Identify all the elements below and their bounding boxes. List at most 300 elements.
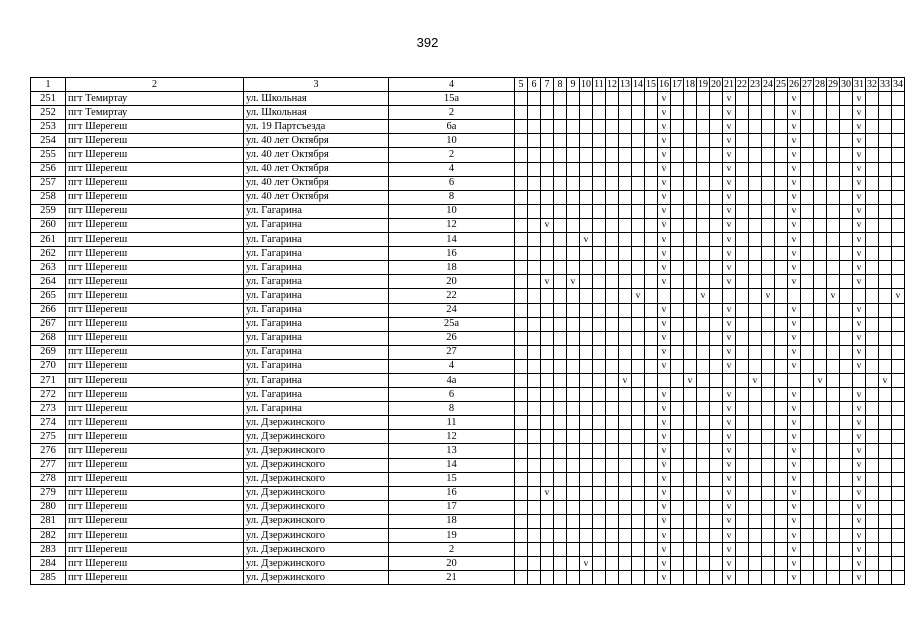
column-header: 8 [554, 78, 567, 92]
empty-cell [567, 486, 580, 500]
empty-cell [645, 303, 658, 317]
empty-cell [645, 472, 658, 486]
empty-cell [554, 233, 567, 247]
empty-cell [528, 303, 541, 317]
empty-cell [632, 444, 645, 458]
empty-cell [840, 190, 853, 204]
empty-cell [554, 162, 567, 176]
empty-cell [762, 486, 775, 500]
empty-cell [671, 514, 684, 528]
house-cell: 12 [389, 218, 515, 232]
empty-cell [619, 134, 632, 148]
empty-cell [567, 303, 580, 317]
settlement-cell: пгт Шерегеш [66, 402, 244, 416]
empty-cell [879, 514, 892, 528]
check-mark: v [723, 416, 736, 430]
empty-cell [606, 345, 619, 359]
row-number: 283 [31, 543, 66, 557]
empty-cell [619, 247, 632, 261]
check-mark: v [788, 416, 801, 430]
settlement-cell: пгт Темиртау [66, 92, 244, 106]
empty-cell [567, 120, 580, 134]
empty-cell [528, 500, 541, 514]
empty-cell [814, 190, 827, 204]
empty-cell [580, 275, 593, 289]
check-mark: v [788, 430, 801, 444]
empty-cell [749, 275, 762, 289]
empty-cell [567, 359, 580, 373]
empty-cell [554, 345, 567, 359]
empty-cell [710, 458, 723, 472]
empty-cell [580, 148, 593, 162]
empty-cell [697, 120, 710, 134]
empty-cell [671, 106, 684, 120]
empty-cell [541, 317, 554, 331]
empty-cell [827, 529, 840, 543]
empty-cell [671, 303, 684, 317]
empty-cell [827, 500, 840, 514]
empty-cell [762, 500, 775, 514]
empty-cell [736, 317, 749, 331]
empty-cell [619, 458, 632, 472]
empty-cell [619, 106, 632, 120]
empty-cell [645, 388, 658, 402]
empty-cell [879, 261, 892, 275]
empty-cell [814, 557, 827, 571]
empty-cell [827, 106, 840, 120]
house-cell: 19 [389, 529, 515, 543]
empty-cell [710, 275, 723, 289]
empty-cell [619, 92, 632, 106]
empty-cell [775, 416, 788, 430]
empty-cell [866, 458, 879, 472]
empty-cell [775, 275, 788, 289]
empty-cell [619, 303, 632, 317]
empty-cell [775, 402, 788, 416]
empty-cell [528, 402, 541, 416]
empty-cell [801, 134, 814, 148]
check-mark: v [853, 148, 866, 162]
empty-cell [892, 190, 905, 204]
empty-cell [840, 444, 853, 458]
check-mark: v [723, 402, 736, 416]
empty-cell [866, 430, 879, 444]
check-mark: v [853, 190, 866, 204]
empty-cell [684, 416, 697, 430]
empty-cell [892, 317, 905, 331]
empty-cell [762, 571, 775, 585]
empty-cell [606, 317, 619, 331]
empty-cell [619, 529, 632, 543]
table-row [31, 416, 905, 430]
check-mark: v [853, 261, 866, 275]
empty-cell [879, 359, 892, 373]
empty-cell [697, 430, 710, 444]
empty-cell [515, 275, 528, 289]
empty-cell [749, 261, 762, 275]
empty-cell [684, 120, 697, 134]
empty-cell [866, 106, 879, 120]
empty-cell [866, 162, 879, 176]
empty-cell [892, 92, 905, 106]
empty-cell [632, 92, 645, 106]
empty-cell [580, 218, 593, 232]
row-number: 259 [31, 204, 66, 218]
empty-cell [554, 106, 567, 120]
empty-cell [567, 500, 580, 514]
empty-cell [736, 176, 749, 190]
empty-cell [879, 176, 892, 190]
empty-cell [710, 373, 723, 387]
street-cell: ул. Дзержинского [244, 514, 389, 528]
empty-cell [879, 247, 892, 261]
empty-cell [528, 416, 541, 430]
empty-cell [541, 176, 554, 190]
empty-cell [515, 402, 528, 416]
empty-cell [840, 402, 853, 416]
house-cell: 16 [389, 247, 515, 261]
empty-cell [580, 500, 593, 514]
empty-cell [892, 402, 905, 416]
empty-cell [528, 557, 541, 571]
empty-cell [632, 176, 645, 190]
house-cell: 8 [389, 402, 515, 416]
empty-cell [645, 331, 658, 345]
house-cell: 24 [389, 303, 515, 317]
empty-cell [567, 472, 580, 486]
empty-cell [606, 275, 619, 289]
empty-cell [736, 92, 749, 106]
empty-cell [697, 218, 710, 232]
empty-cell [593, 444, 606, 458]
empty-cell [632, 106, 645, 120]
empty-cell [554, 514, 567, 528]
column-header: 34 [892, 78, 905, 92]
check-mark: v [879, 373, 892, 387]
check-mark: v [853, 176, 866, 190]
column-header: 2 [66, 78, 244, 92]
street-cell: ул. 40 лет Октября [244, 190, 389, 204]
check-mark: v [658, 233, 671, 247]
empty-cell [606, 162, 619, 176]
empty-cell [762, 529, 775, 543]
empty-cell [827, 430, 840, 444]
empty-cell [840, 486, 853, 500]
empty-cell [632, 120, 645, 134]
empty-cell [554, 444, 567, 458]
empty-cell [710, 303, 723, 317]
street-cell: ул. Гагарина [244, 289, 389, 303]
empty-cell [515, 529, 528, 543]
check-mark: v [853, 120, 866, 134]
settlement-cell: пгт Шерегеш [66, 388, 244, 402]
empty-cell [658, 289, 671, 303]
empty-cell [684, 557, 697, 571]
empty-cell [762, 92, 775, 106]
empty-cell [749, 190, 762, 204]
empty-cell [619, 190, 632, 204]
settlement-cell: пгт Шерегеш [66, 331, 244, 345]
empty-cell [775, 345, 788, 359]
empty-cell [684, 359, 697, 373]
check-mark: v [853, 402, 866, 416]
check-mark: v [658, 317, 671, 331]
empty-cell [554, 148, 567, 162]
empty-cell [866, 571, 879, 585]
empty-cell [554, 430, 567, 444]
empty-cell [515, 190, 528, 204]
empty-cell [684, 317, 697, 331]
empty-cell [515, 486, 528, 500]
empty-cell [632, 359, 645, 373]
empty-cell [801, 275, 814, 289]
empty-cell [814, 444, 827, 458]
row-number: 284 [31, 557, 66, 571]
empty-cell [528, 571, 541, 585]
empty-cell [814, 345, 827, 359]
column-header: 21 [723, 78, 736, 92]
check-mark: v [658, 359, 671, 373]
empty-cell [554, 303, 567, 317]
empty-cell [814, 120, 827, 134]
empty-cell [554, 416, 567, 430]
empty-cell [697, 176, 710, 190]
house-cell: 2 [389, 543, 515, 557]
empty-cell [879, 303, 892, 317]
empty-cell [827, 247, 840, 261]
empty-cell [554, 402, 567, 416]
check-mark: v [684, 373, 697, 387]
empty-cell [801, 571, 814, 585]
empty-cell [671, 359, 684, 373]
empty-cell [710, 162, 723, 176]
check-mark: v [853, 345, 866, 359]
check-mark: v [788, 402, 801, 416]
check-mark: v [658, 204, 671, 218]
empty-cell [580, 247, 593, 261]
check-mark: v [541, 275, 554, 289]
empty-cell [827, 204, 840, 218]
empty-cell [645, 402, 658, 416]
row-number: 263 [31, 261, 66, 275]
empty-cell [840, 543, 853, 557]
empty-cell [775, 233, 788, 247]
empty-cell [606, 388, 619, 402]
empty-cell [827, 261, 840, 275]
empty-cell [528, 289, 541, 303]
check-mark: v [658, 402, 671, 416]
check-mark: v [788, 134, 801, 148]
table-row [31, 529, 905, 543]
empty-cell [814, 275, 827, 289]
empty-cell [541, 373, 554, 387]
empty-cell [593, 92, 606, 106]
empty-cell [645, 289, 658, 303]
empty-cell [541, 444, 554, 458]
empty-cell [866, 247, 879, 261]
empty-cell [541, 289, 554, 303]
empty-cell [645, 514, 658, 528]
empty-cell [645, 233, 658, 247]
empty-cell [567, 543, 580, 557]
empty-cell [736, 571, 749, 585]
empty-cell [528, 233, 541, 247]
table-row [31, 204, 905, 218]
empty-cell [749, 162, 762, 176]
empty-cell [684, 134, 697, 148]
empty-cell [827, 416, 840, 430]
check-mark: v [723, 303, 736, 317]
empty-cell [775, 571, 788, 585]
empty-cell [671, 134, 684, 148]
house-cell: 16 [389, 486, 515, 500]
check-mark: v [567, 275, 580, 289]
empty-cell [814, 571, 827, 585]
check-mark: v [658, 218, 671, 232]
empty-cell [593, 190, 606, 204]
empty-cell [567, 458, 580, 472]
empty-cell [567, 134, 580, 148]
empty-cell [840, 514, 853, 528]
empty-cell [684, 458, 697, 472]
check-mark: v [723, 345, 736, 359]
empty-cell [853, 289, 866, 303]
check-mark: v [853, 92, 866, 106]
check-mark: v [853, 388, 866, 402]
check-mark: v [853, 317, 866, 331]
empty-cell [593, 317, 606, 331]
empty-cell [606, 416, 619, 430]
empty-cell [775, 120, 788, 134]
empty-cell [606, 233, 619, 247]
empty-cell [710, 388, 723, 402]
empty-cell [736, 543, 749, 557]
empty-cell [567, 388, 580, 402]
check-mark: v [723, 247, 736, 261]
empty-cell [632, 275, 645, 289]
empty-cell [801, 162, 814, 176]
empty-cell [840, 317, 853, 331]
table-row [31, 218, 905, 232]
empty-cell [736, 458, 749, 472]
check-mark: v [788, 557, 801, 571]
check-mark: v [658, 275, 671, 289]
empty-cell [710, 120, 723, 134]
column-header: 3 [244, 78, 389, 92]
empty-cell [528, 190, 541, 204]
check-mark: v [723, 571, 736, 585]
empty-cell [567, 444, 580, 458]
empty-cell [775, 190, 788, 204]
empty-cell [528, 458, 541, 472]
street-cell: ул. 40 лет Октября [244, 134, 389, 148]
empty-cell [515, 514, 528, 528]
empty-cell [879, 331, 892, 345]
empty-cell [554, 247, 567, 261]
empty-cell [749, 303, 762, 317]
house-cell: 6 [389, 176, 515, 190]
check-mark: v [658, 120, 671, 134]
empty-cell [554, 458, 567, 472]
empty-cell [736, 261, 749, 275]
empty-cell [528, 430, 541, 444]
empty-cell [684, 275, 697, 289]
empty-cell [541, 500, 554, 514]
empty-cell [892, 514, 905, 528]
empty-cell [541, 331, 554, 345]
empty-cell [866, 388, 879, 402]
street-cell: ул. Дзержинского [244, 557, 389, 571]
street-cell: ул. Дзержинского [244, 458, 389, 472]
check-mark: v [723, 444, 736, 458]
empty-cell [671, 373, 684, 387]
check-mark: v [853, 529, 866, 543]
empty-cell [554, 571, 567, 585]
empty-cell [697, 514, 710, 528]
empty-cell [775, 331, 788, 345]
check-mark: v [788, 275, 801, 289]
empty-cell [866, 486, 879, 500]
empty-cell [710, 529, 723, 543]
table-row [31, 317, 905, 331]
check-mark: v [853, 416, 866, 430]
empty-cell [671, 571, 684, 585]
street-cell: ул. Гагарина [244, 261, 389, 275]
table-row [31, 162, 905, 176]
empty-cell [567, 204, 580, 218]
empty-cell [528, 444, 541, 458]
empty-cell [671, 416, 684, 430]
empty-cell [801, 514, 814, 528]
empty-cell [632, 388, 645, 402]
empty-cell [710, 204, 723, 218]
empty-cell [645, 92, 658, 106]
empty-cell [567, 331, 580, 345]
empty-cell [593, 402, 606, 416]
empty-cell [749, 571, 762, 585]
table-row [31, 148, 905, 162]
empty-cell [801, 416, 814, 430]
empty-cell [593, 472, 606, 486]
empty-cell [554, 134, 567, 148]
check-mark: v [723, 204, 736, 218]
row-number: 271 [31, 373, 66, 387]
empty-cell [710, 331, 723, 345]
empty-cell [671, 331, 684, 345]
empty-cell [554, 543, 567, 557]
empty-cell [827, 345, 840, 359]
empty-cell [892, 557, 905, 571]
empty-cell [801, 204, 814, 218]
row-number: 275 [31, 430, 66, 444]
house-cell: 15а [389, 92, 515, 106]
house-cell: 26 [389, 331, 515, 345]
column-header: 7 [541, 78, 554, 92]
row-number: 253 [31, 120, 66, 134]
empty-cell [619, 557, 632, 571]
empty-cell [580, 303, 593, 317]
column-header: 19 [697, 78, 710, 92]
house-cell: 17 [389, 500, 515, 514]
empty-cell [801, 92, 814, 106]
empty-cell [801, 317, 814, 331]
empty-cell [606, 571, 619, 585]
empty-cell [827, 543, 840, 557]
empty-cell [762, 120, 775, 134]
empty-cell [827, 373, 840, 387]
row-number: 280 [31, 500, 66, 514]
empty-cell [580, 416, 593, 430]
